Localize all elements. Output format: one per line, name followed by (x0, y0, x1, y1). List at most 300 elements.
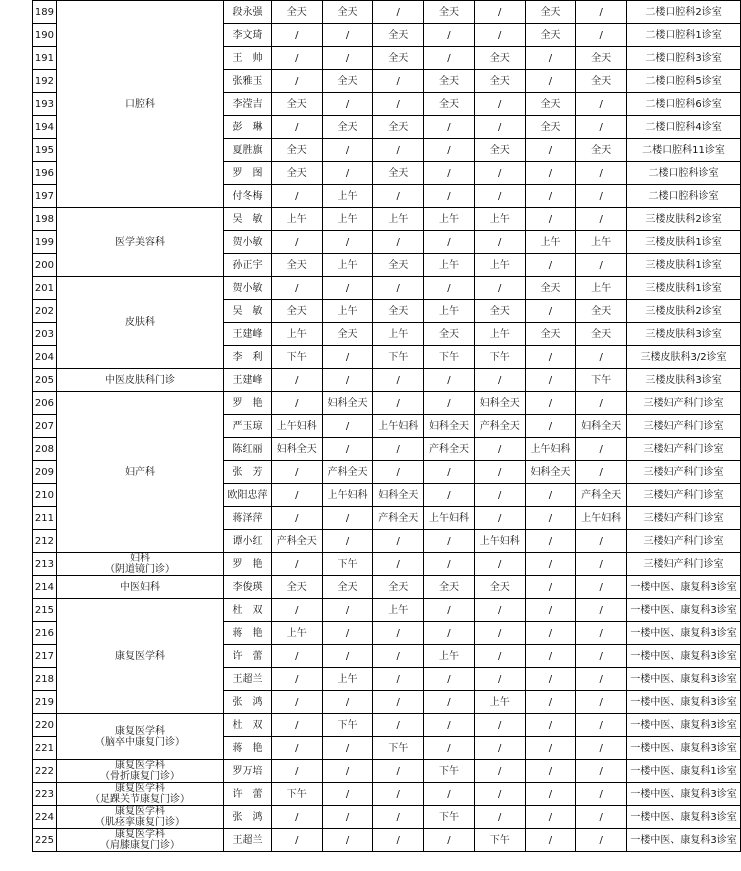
schedule-cell: / (474, 484, 525, 507)
clinic-location: 三楼妇产科门诊室 (627, 392, 741, 415)
clinic-location: 一楼中医、康复科3诊室 (627, 714, 741, 737)
department-name: 康复医学科 (56, 599, 223, 714)
schedule-cell: / (525, 622, 576, 645)
clinic-location: 三楼皮肤科1诊室 (627, 254, 741, 277)
doctor-name: 李文琦 (224, 24, 272, 47)
schedule-cell: 全天 (271, 576, 322, 599)
schedule-cell: / (271, 369, 322, 392)
schedule-cell: 全天 (474, 139, 525, 162)
clinic-location: 二楼口腔科2诊室 (627, 1, 741, 24)
clinic-location: 一楼中医、康复科3诊室 (627, 622, 741, 645)
schedule-cell: / (474, 231, 525, 254)
department-name: 康复医学科 （肌痉挛康复门诊） (56, 806, 223, 829)
schedule-cell: / (576, 645, 627, 668)
schedule-cell: / (322, 760, 373, 783)
schedule-cell: / (424, 162, 475, 185)
table-row (33, 714, 741, 737)
doctor-name: 罗 图 (224, 162, 272, 185)
schedule-cell: / (576, 346, 627, 369)
schedule-cell: 全天 (525, 1, 576, 24)
schedule-cell: 全天 (525, 93, 576, 116)
schedule-cell: 上午 (474, 691, 525, 714)
schedule-cell: / (525, 645, 576, 668)
schedule-cell: 上午妇科 (424, 507, 475, 530)
doctor-name: 许 蕾 (224, 783, 272, 806)
table-row (33, 806, 741, 829)
schedule-cell: / (525, 507, 576, 530)
schedule-cell: 妇科全天 (322, 392, 373, 415)
schedule-cell: / (576, 162, 627, 185)
row-number: 204 (33, 346, 57, 369)
schedule-cell: / (322, 645, 373, 668)
doctor-name: 严玉琼 (224, 415, 272, 438)
row-number: 200 (33, 254, 57, 277)
schedule-cell: 全天 (271, 254, 322, 277)
clinic-location: 三楼皮肤科2诊室 (627, 300, 741, 323)
clinic-location: 二楼口腔科诊室 (627, 162, 741, 185)
schedule-cell: / (424, 185, 475, 208)
department-name: 妇产科 (56, 392, 223, 553)
schedule-cell: / (271, 47, 322, 70)
schedule-cell: / (322, 231, 373, 254)
clinic-location: 二楼口腔科1诊室 (627, 24, 741, 47)
department-name: 中医皮肤科门诊 (56, 369, 223, 392)
schedule-cell: / (424, 461, 475, 484)
schedule-cell: / (373, 277, 424, 300)
doctor-name: 王超兰 (224, 668, 272, 691)
schedule-cell: / (424, 829, 475, 852)
schedule-cell: 上午妇科 (525, 438, 576, 461)
doctor-name: 付冬梅 (224, 185, 272, 208)
row-number: 209 (33, 461, 57, 484)
schedule-cell: / (322, 277, 373, 300)
schedule-cell: 全天 (424, 323, 475, 346)
schedule-cell: 上午 (322, 185, 373, 208)
row-number: 193 (33, 93, 57, 116)
schedule-cell: 产科全天 (474, 415, 525, 438)
schedule-cell: / (373, 392, 424, 415)
schedule-cell: 全天 (576, 47, 627, 70)
clinic-location: 三楼妇产科门诊室 (627, 415, 741, 438)
row-number: 214 (33, 576, 57, 599)
schedule-cell: / (474, 599, 525, 622)
schedule-cell: / (525, 162, 576, 185)
schedule-cell: 全天 (373, 47, 424, 70)
department-name: 康复医学科 （肩膝康复门诊） (56, 829, 223, 852)
schedule-cell: 上午 (474, 323, 525, 346)
row-number: 218 (33, 668, 57, 691)
schedule-cell: / (271, 392, 322, 415)
schedule-cell: / (424, 691, 475, 714)
doctor-name: 夏胜旗 (224, 139, 272, 162)
schedule-cell: / (424, 484, 475, 507)
schedule-cell: 产科全天 (373, 507, 424, 530)
clinic-location: 三楼皮肤科1诊室 (627, 277, 741, 300)
schedule-cell: 产科全天 (271, 530, 322, 553)
doctor-name: 杜 双 (224, 714, 272, 737)
schedule-cell: / (271, 806, 322, 829)
doctor-name: 贺小敏 (224, 231, 272, 254)
schedule-cell: 上午 (525, 231, 576, 254)
schedule-cell: / (373, 70, 424, 93)
schedule-cell: 全天 (474, 47, 525, 70)
clinic-location: 一楼中医、康复科1诊室 (627, 760, 741, 783)
row-number: 199 (33, 231, 57, 254)
schedule-cell: / (525, 392, 576, 415)
department-name: 医学美容科 (56, 208, 223, 277)
clinic-location: 三楼妇产科门诊室 (627, 507, 741, 530)
schedule-cell: / (373, 530, 424, 553)
schedule-cell: / (576, 806, 627, 829)
schedule-cell: / (424, 714, 475, 737)
schedule-cell: / (474, 162, 525, 185)
schedule-cell: 妇科全天 (424, 415, 475, 438)
schedule-body (33, 1, 741, 852)
schedule-cell: / (474, 116, 525, 139)
row-number: 194 (33, 116, 57, 139)
doctor-name: 王建峰 (224, 323, 272, 346)
table-row (33, 553, 741, 576)
schedule-cell: 全天 (474, 576, 525, 599)
schedule-cell: / (424, 392, 475, 415)
schedule-cell: / (576, 392, 627, 415)
schedule-cell: / (576, 691, 627, 714)
schedule-cell: / (322, 438, 373, 461)
schedule-cell: 全天 (525, 277, 576, 300)
schedule-cell: 全天 (322, 1, 373, 24)
clinic-location: 一楼中医、康复科3诊室 (627, 829, 741, 852)
schedule-cell: / (271, 599, 322, 622)
schedule-cell: 上午妇科 (271, 415, 322, 438)
doctor-name: 欧阳忠萍 (224, 484, 272, 507)
clinic-location: 一楼中医、康复科3诊室 (627, 645, 741, 668)
table-row (33, 208, 741, 231)
doctor-name: 蒋 艳 (224, 622, 272, 645)
schedule-cell: / (525, 139, 576, 162)
doctor-name: 王超兰 (224, 829, 272, 852)
schedule-cell: / (271, 714, 322, 737)
schedule-cell: / (525, 599, 576, 622)
doctor-name: 张 芳 (224, 461, 272, 484)
row-number: 217 (33, 645, 57, 668)
schedule-cell: / (322, 93, 373, 116)
schedule-cell: / (576, 553, 627, 576)
schedule-cell: / (474, 185, 525, 208)
schedule-cell: 全天 (373, 162, 424, 185)
schedule-cell: 上午 (474, 208, 525, 231)
schedule-cell: / (373, 553, 424, 576)
clinic-location: 三楼妇产科门诊室 (627, 553, 741, 576)
department-name: 康复医学科 （足踝关节康复门诊） (56, 783, 223, 806)
schedule-cell: / (373, 185, 424, 208)
schedule-cell: / (474, 668, 525, 691)
row-number: 224 (33, 806, 57, 829)
doctor-name: 贺小敏 (224, 277, 272, 300)
schedule-cell: 全天 (373, 300, 424, 323)
schedule-cell: / (322, 599, 373, 622)
schedule-cell: 全天 (271, 93, 322, 116)
schedule-cell: 妇科全天 (271, 438, 322, 461)
schedule-cell: 下午 (474, 829, 525, 852)
row-number: 216 (33, 622, 57, 645)
schedule-cell: 下午 (322, 553, 373, 576)
schedule-cell: 上午 (424, 645, 475, 668)
clinic-location: 三楼皮肤科2诊室 (627, 208, 741, 231)
schedule-cell: / (322, 783, 373, 806)
schedule-cell: / (525, 668, 576, 691)
schedule-cell: / (474, 369, 525, 392)
row-number: 196 (33, 162, 57, 185)
schedule-cell: / (424, 47, 475, 70)
schedule-cell: / (322, 829, 373, 852)
schedule-cell: 上午 (322, 300, 373, 323)
schedule-cell: / (576, 1, 627, 24)
schedule-cell: / (576, 254, 627, 277)
row-number: 208 (33, 438, 57, 461)
clinic-location: 三楼皮肤科3/2诊室 (627, 346, 741, 369)
schedule-cell: 上午妇科 (373, 415, 424, 438)
row-number: 212 (33, 530, 57, 553)
schedule-cell: / (474, 1, 525, 24)
department-name: 康复医学科 （脑卒中康复门诊） (56, 714, 223, 760)
clinic-location: 二楼口腔科11诊室 (627, 139, 741, 162)
row-number: 207 (33, 415, 57, 438)
table-row (33, 369, 741, 392)
schedule-cell: 上午 (576, 277, 627, 300)
schedule-cell: 全天 (576, 300, 627, 323)
schedule-cell: / (322, 622, 373, 645)
clinic-location: 一楼中医、康复科3诊室 (627, 783, 741, 806)
schedule-cell: / (322, 737, 373, 760)
schedule-cell: 下午 (373, 346, 424, 369)
schedule-cell: 上午 (373, 323, 424, 346)
schedule-cell: / (474, 93, 525, 116)
schedule-cell: 上午妇科 (576, 507, 627, 530)
schedule-cell: / (474, 553, 525, 576)
schedule-cell: / (424, 622, 475, 645)
schedule-cell: / (373, 806, 424, 829)
schedule-cell: / (474, 714, 525, 737)
schedule-cell: / (424, 116, 475, 139)
schedule-cell: 全天 (424, 576, 475, 599)
schedule-cell: 全天 (424, 93, 475, 116)
schedule-cell: 全天 (373, 254, 424, 277)
table-row (33, 760, 741, 783)
schedule-cell: / (576, 208, 627, 231)
schedule-cell: / (322, 47, 373, 70)
schedule-cell: 下午 (424, 760, 475, 783)
schedule-cell: / (271, 185, 322, 208)
schedule-cell: 全天 (424, 70, 475, 93)
schedule-cell: 上午 (322, 668, 373, 691)
row-number: 190 (33, 24, 57, 47)
schedule-cell: 产科全天 (576, 484, 627, 507)
schedule-cell: 全天 (271, 300, 322, 323)
schedule-cell: / (271, 70, 322, 93)
schedule-cell: / (474, 438, 525, 461)
schedule-cell: / (424, 277, 475, 300)
schedule-cell: / (525, 576, 576, 599)
schedule-cell: / (271, 116, 322, 139)
row-number: 191 (33, 47, 57, 70)
schedule-cell: / (424, 599, 475, 622)
schedule-cell: 上午 (576, 231, 627, 254)
schedule-cell: / (373, 691, 424, 714)
clinic-location: 三楼皮肤科1诊室 (627, 231, 741, 254)
table-row (33, 392, 741, 415)
schedule-cell: 下午 (424, 806, 475, 829)
clinic-location: 三楼皮肤科3诊室 (627, 323, 741, 346)
schedule-cell: 全天 (525, 116, 576, 139)
schedule-cell: / (424, 24, 475, 47)
clinic-location: 一楼中医、康复科3诊室 (627, 806, 741, 829)
schedule-cell: / (576, 829, 627, 852)
row-number: 192 (33, 70, 57, 93)
doctor-name: 罗万培 (224, 760, 272, 783)
schedule-cell: / (322, 139, 373, 162)
schedule-cell: 产科全天 (424, 438, 475, 461)
schedule-cell: / (525, 553, 576, 576)
row-number: 203 (33, 323, 57, 346)
schedule-cell: / (474, 645, 525, 668)
doctor-name: 王建峰 (224, 369, 272, 392)
schedule-cell: 下午 (271, 783, 322, 806)
schedule-cell: 妇科全天 (373, 484, 424, 507)
row-number: 213 (33, 553, 57, 576)
schedule-cell: 全天 (525, 323, 576, 346)
row-number: 202 (33, 300, 57, 323)
schedule-cell: / (271, 231, 322, 254)
schedule-cell: 上午 (424, 254, 475, 277)
schedule-cell: / (424, 553, 475, 576)
schedule-cell: 上午妇科 (322, 484, 373, 507)
schedule-cell: / (373, 783, 424, 806)
schedule-cell: / (474, 737, 525, 760)
row-number: 205 (33, 369, 57, 392)
row-number: 225 (33, 829, 57, 852)
schedule-cell: 全天 (271, 139, 322, 162)
schedule-cell: 全天 (525, 24, 576, 47)
clinic-location: 三楼妇产科门诊室 (627, 484, 741, 507)
schedule-cell: / (424, 737, 475, 760)
schedule-cell: 妇科全天 (576, 415, 627, 438)
schedule-cell: 下午 (271, 346, 322, 369)
doctor-name: 李 利 (224, 346, 272, 369)
schedule-cell: / (576, 599, 627, 622)
department-name: 皮肤科 (56, 277, 223, 369)
schedule-cell: / (525, 254, 576, 277)
schedule-cell: / (576, 93, 627, 116)
schedule-cell: / (525, 346, 576, 369)
schedule-cell: / (525, 208, 576, 231)
clinic-location: 二楼口腔科6诊室 (627, 93, 741, 116)
doctor-name: 张 鸿 (224, 806, 272, 829)
doctor-name: 张雅玉 (224, 70, 272, 93)
schedule-cell: / (576, 530, 627, 553)
clinic-location: 一楼中医、康复科3诊室 (627, 668, 741, 691)
row-number: 206 (33, 392, 57, 415)
schedule-cell: 全天 (474, 300, 525, 323)
schedule-cell: / (271, 829, 322, 852)
schedule-cell: / (271, 645, 322, 668)
doctor-name: 王 帅 (224, 47, 272, 70)
department-name: 康复医学科 （骨折康复门诊） (56, 760, 223, 783)
schedule-cell: 全天 (322, 576, 373, 599)
schedule-cell: / (576, 438, 627, 461)
row-number: 211 (33, 507, 57, 530)
schedule-cell: / (474, 277, 525, 300)
table-row (33, 599, 741, 622)
schedule-cell: / (373, 760, 424, 783)
row-number: 201 (33, 277, 57, 300)
outpatient-schedule-table (32, 0, 741, 852)
schedule-cell: 妇科全天 (474, 392, 525, 415)
schedule-cell: 上午 (474, 254, 525, 277)
schedule-cell: 全天 (576, 323, 627, 346)
schedule-cell: / (525, 530, 576, 553)
schedule-cell: / (576, 185, 627, 208)
schedule-cell: / (576, 622, 627, 645)
schedule-cell: / (576, 714, 627, 737)
clinic-location: 一楼中医、康复科3诊室 (627, 737, 741, 760)
schedule-cell: 下午 (576, 369, 627, 392)
schedule-cell: 上午 (424, 208, 475, 231)
schedule-cell: / (576, 668, 627, 691)
doctor-name: 李滢吉 (224, 93, 272, 116)
row-number: 221 (33, 737, 57, 760)
schedule-cell: / (373, 93, 424, 116)
department-name: 口腔科 (56, 1, 223, 208)
schedule-cell: / (424, 530, 475, 553)
schedule-cell: 全天 (322, 70, 373, 93)
schedule-cell: 下午 (474, 346, 525, 369)
schedule-cell: / (576, 461, 627, 484)
schedule-cell: 产科全天 (322, 461, 373, 484)
doctor-name: 罗 艳 (224, 392, 272, 415)
doctor-name: 段永强 (224, 1, 272, 24)
schedule-cell: 全天 (424, 1, 475, 24)
schedule-cell: / (525, 185, 576, 208)
clinic-location: 三楼妇产科门诊室 (627, 530, 741, 553)
schedule-cell: / (576, 760, 627, 783)
schedule-cell: 上午 (271, 208, 322, 231)
schedule-cell: 全天 (322, 116, 373, 139)
doctor-name: 张 鸿 (224, 691, 272, 714)
schedule-cell: / (373, 668, 424, 691)
schedule-cell: / (322, 530, 373, 553)
schedule-cell: / (271, 553, 322, 576)
schedule-cell: / (271, 484, 322, 507)
schedule-cell: / (373, 461, 424, 484)
schedule-cell: 上午 (322, 254, 373, 277)
clinic-location: 二楼口腔科4诊室 (627, 116, 741, 139)
schedule-cell: 全天 (322, 323, 373, 346)
row-number: 210 (33, 484, 57, 507)
schedule-cell: / (271, 277, 322, 300)
schedule-cell: 全天 (373, 116, 424, 139)
table-row (33, 1, 741, 24)
schedule-cell: / (525, 369, 576, 392)
schedule-cell: / (525, 806, 576, 829)
clinic-location: 一楼中医、康复科3诊室 (627, 599, 741, 622)
row-number: 198 (33, 208, 57, 231)
row-number: 219 (33, 691, 57, 714)
clinic-location: 三楼皮肤科3诊室 (627, 369, 741, 392)
schedule-cell: 下午 (424, 346, 475, 369)
schedule-cell: 全天 (576, 70, 627, 93)
department-name: 中医妇科 (56, 576, 223, 599)
schedule-cell: / (424, 231, 475, 254)
